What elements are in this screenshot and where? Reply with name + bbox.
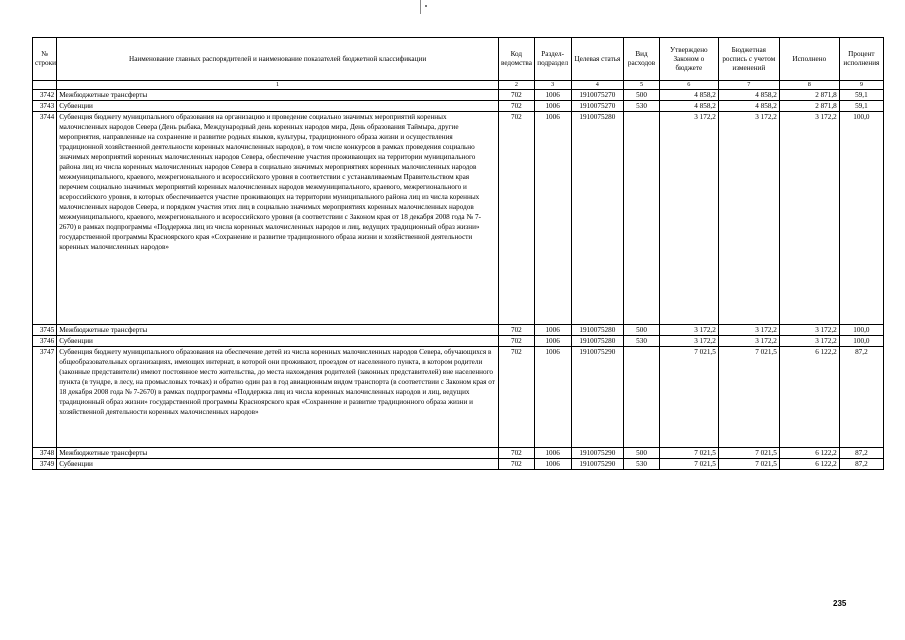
- column-number: 3: [534, 81, 571, 90]
- row-type: 500: [624, 325, 660, 336]
- row-percent: 87,2: [839, 347, 883, 448]
- row-dept: 702: [498, 112, 534, 325]
- row-name: Межбюджетные трансферты: [57, 448, 499, 459]
- row-percent: 59,1: [839, 90, 883, 101]
- row-name: Субвенции: [57, 459, 499, 470]
- column-number: 4: [571, 81, 624, 90]
- column-number: 6: [659, 81, 718, 90]
- row-name: Субвенция бюджету муниципального образования на обеспечение детей из числа коренных малочисленных народов Севера, обучающихся в общеобразовательных организациях, имеющих интернат, в которой они проживают, проездом от населенного пункта, в котором родители (законные представители) имеют постоянное место жительства, до места нахождения родителей (законных представителей) вне населенного пункта (в тундре, в лесу, на промысловых точках) и обратно один раз в год авиационным видом транспорта (в соответствии с Законом края от 18 декабря 2008 года № 7-2670) в рамках подпрограммы «Поддержка лиц из числа коренных малочисленных народов и лиц, ведущих традиционный образ жизни» государственной программы Красноярского края «Сохранение и развитие традиционного образа жизни и хозяйственной деятельности коренных малочисленных народов»: [57, 347, 499, 448]
- row-budget: 3 172,2: [718, 112, 779, 325]
- row-executed: 6 122,2: [779, 448, 839, 459]
- header-budget-list: Бюджетная роспись с учетом изменений: [718, 38, 779, 81]
- row-name: Межбюджетные трансферты: [57, 90, 499, 101]
- scan-mark: [420, 0, 421, 14]
- header-dept-code: Код ведомства: [498, 38, 534, 81]
- column-number: [33, 81, 57, 90]
- page-number: 235: [833, 599, 847, 608]
- row-budget: 4 858,2: [718, 90, 779, 101]
- row-number: 3749: [33, 459, 57, 470]
- column-number: 8: [779, 81, 839, 90]
- row-section: 1006: [534, 101, 571, 112]
- row-name: Субвенции: [57, 101, 499, 112]
- row-number: 3746: [33, 336, 57, 347]
- table-header-row: [33, 38, 884, 81]
- row-percent: 100,0: [839, 112, 883, 325]
- row-executed: 6 122,2: [779, 347, 839, 448]
- row-percent: 87,2: [839, 448, 883, 459]
- header-executed: Исполнено: [779, 38, 839, 81]
- row-target: 1910075290: [571, 448, 624, 459]
- row-name: Субвенции: [57, 336, 499, 347]
- table-row: [33, 112, 884, 325]
- row-target: 1910075280: [571, 325, 624, 336]
- row-approved: 3 172,2: [659, 112, 718, 325]
- row-dept: 702: [498, 336, 534, 347]
- row-budget: 3 172,2: [718, 336, 779, 347]
- row-number: 3747: [33, 347, 57, 448]
- row-budget: 7 021,5: [718, 448, 779, 459]
- row-type: [624, 347, 660, 448]
- row-budget: 3 172,2: [718, 325, 779, 336]
- row-section: 1006: [534, 448, 571, 459]
- row-target: 1910075280: [571, 112, 624, 325]
- row-section: 1006: [534, 459, 571, 470]
- column-number: 2: [498, 81, 534, 90]
- row-number: 3744: [33, 112, 57, 325]
- table-row: [33, 336, 884, 347]
- row-number: 3742: [33, 90, 57, 101]
- row-budget: 7 021,5: [718, 347, 779, 448]
- row-target: 1910075270: [571, 90, 624, 101]
- column-number: 1: [57, 81, 499, 90]
- row-number: 3748: [33, 448, 57, 459]
- row-name: Субвенция бюджету муниципального образования на организацию и проведение социально значимых мероприятий коренных малочисленных народов Севера (День рыбака, Международный день коренных народов мира, День образования Таймыра, другие мероприятия, направленные на сохранение и развитие родных языков, культуры, традиционного образа жизни и осуществления традиционной хозяйственной деятельности коренных малочисленных народов), в том числе конкурсов в рамках проведения социально значимых мероприятий коренных малочисленных народов Севера, обеспечение участия проживающих на территории муниципального района лиц из числа коренных малочисленных народов Севера в социально значимых мероприятиях коренных малочисленных народов межмуниципального, краевого, межрегионального и всероссийского уровня в соответствии с устанавливаемым Правительством края перечнем социально значимых мероприятий коренных малочисленных народов межмуниципального, краевого, межрегионального и всероссийского уровня, в которых обеспечивается участие проживающих на территории муниципального района лиц из числа коренных малочисленных народов Севера, и порядком участия этих лиц в социально значимых мероприятиях коренных малочисленных народов межмуниципального, краевого, межрегионального и всероссийского уровня (в соответствии с Законом края от 18 декабря 2008 года № 7-2670) в рамках подпрограммы «Поддержка лиц из числа коренных малочисленных народов и лиц, ведущих традиционный образ жизни» государственной программы Красноярского края «Сохранение и развитие традиционного образа жизни и хозяйственной деятельности коренных малочисленных народов»: [57, 112, 499, 325]
- row-approved: 7 021,5: [659, 459, 718, 470]
- header-expense-type: Вид расходов: [624, 38, 660, 81]
- row-target: 1910075280: [571, 336, 624, 347]
- table-row: [33, 101, 884, 112]
- row-name: Межбюджетные трансферты: [57, 325, 499, 336]
- table-row: [33, 90, 884, 101]
- row-approved: 4 858,2: [659, 90, 718, 101]
- row-section: 1006: [534, 336, 571, 347]
- row-type: 530: [624, 101, 660, 112]
- column-number-row: [33, 81, 884, 90]
- column-number: 9: [839, 81, 883, 90]
- row-type: [624, 112, 660, 325]
- row-budget: 4 858,2: [718, 101, 779, 112]
- row-dept: 702: [498, 325, 534, 336]
- row-number: 3745: [33, 325, 57, 336]
- row-dept: 702: [498, 90, 534, 101]
- row-approved: 4 858,2: [659, 101, 718, 112]
- table-row: [33, 448, 884, 459]
- row-target: 1910075290: [571, 459, 624, 470]
- row-dept: 702: [498, 347, 534, 448]
- row-executed: 2 871,8: [779, 101, 839, 112]
- row-dept: 702: [498, 101, 534, 112]
- row-executed: 3 172,2: [779, 112, 839, 325]
- row-percent: 100,0: [839, 336, 883, 347]
- column-number: 5: [624, 81, 660, 90]
- row-approved: 7 021,5: [659, 347, 718, 448]
- header-row-no: № строки: [33, 38, 57, 81]
- row-number: 3743: [33, 101, 57, 112]
- row-approved: 3 172,2: [659, 325, 718, 336]
- scan-speck: [425, 5, 427, 7]
- header-name: Наименование главных распорядителей и наименование показателей бюджетной классификации: [57, 38, 499, 81]
- column-number: 7: [718, 81, 779, 90]
- table-row: [33, 325, 884, 336]
- row-section: 1006: [534, 112, 571, 325]
- budget-execution-table: [32, 37, 884, 470]
- row-target: 1910075270: [571, 101, 624, 112]
- row-target: 1910075290: [571, 347, 624, 448]
- header-approved: Утверждено Законом о бюджете: [659, 38, 718, 81]
- row-approved: 7 021,5: [659, 448, 718, 459]
- header-section: Раздел-подраздел: [534, 38, 571, 81]
- row-percent: 100,0: [839, 325, 883, 336]
- row-type: 500: [624, 448, 660, 459]
- row-percent: 59,1: [839, 101, 883, 112]
- row-section: 1006: [534, 347, 571, 448]
- header-target: Целевая статья: [571, 38, 624, 81]
- row-section: 1006: [534, 90, 571, 101]
- row-budget: 7 021,5: [718, 459, 779, 470]
- row-executed: 3 172,2: [779, 336, 839, 347]
- row-approved: 3 172,2: [659, 336, 718, 347]
- row-percent: 87,2: [839, 459, 883, 470]
- table-row: [33, 459, 884, 470]
- row-section: 1006: [534, 325, 571, 336]
- row-dept: 702: [498, 459, 534, 470]
- row-executed: 6 122,2: [779, 459, 839, 470]
- row-dept: 702: [498, 448, 534, 459]
- row-type: 500: [624, 90, 660, 101]
- row-executed: 2 871,8: [779, 90, 839, 101]
- header-percent: Процент исполнения: [839, 38, 883, 81]
- row-type: 530: [624, 459, 660, 470]
- row-type: 530: [624, 336, 660, 347]
- table-row: [33, 347, 884, 448]
- row-executed: 3 172,2: [779, 325, 839, 336]
